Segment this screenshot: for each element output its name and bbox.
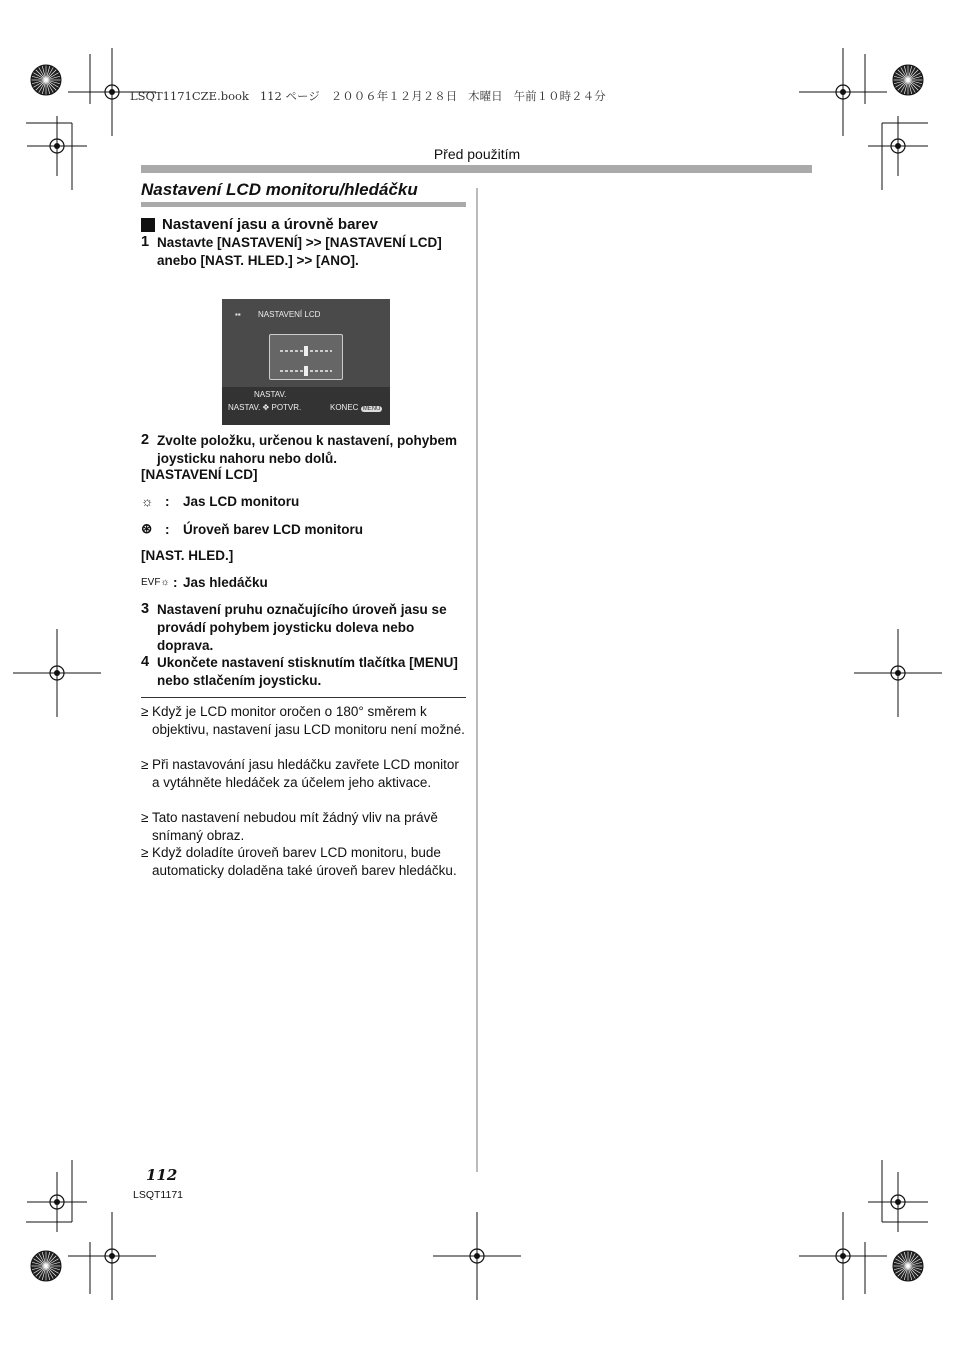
level-bars bbox=[270, 335, 342, 379]
screen-title: NASTAVENÍ LCD bbox=[258, 310, 321, 319]
step-number: 3 bbox=[141, 601, 150, 617]
note-text: Když je LCD monitor oročen o 180° směrem k objektivu, nastavení jasu LCD monitoru není možné. bbox=[152, 704, 465, 737]
note-1 bbox=[141, 703, 467, 756]
lcd-screen-illustration bbox=[222, 299, 390, 425]
document-code: LSQT1171 bbox=[133, 1189, 184, 1201]
note-text: Při nastavování jasu hledáčku zavřete LCD monitor a vytáhněte hledáček za účelem jeho aktivace. bbox=[152, 757, 459, 790]
column-divider bbox=[476, 188, 478, 1172]
square-bullet-icon bbox=[141, 218, 155, 232]
note-2 bbox=[141, 756, 467, 809]
screen-footer-right: KONEC MENU bbox=[330, 403, 381, 412]
bullet-icon: ≥ bbox=[141, 757, 149, 772]
color-level-icon: ⊛ bbox=[141, 521, 153, 536]
top-rule bbox=[141, 165, 812, 173]
bullet-icon: ≥ bbox=[141, 810, 149, 825]
menu-badge: MENU bbox=[362, 406, 381, 412]
step-text: Ukončete nastavení stisknutím tlačítka [MENU] nebo stlačením joysticku. bbox=[157, 655, 458, 688]
step-number: 2 bbox=[141, 432, 150, 448]
item-text: Jas LCD monitoru bbox=[183, 494, 300, 509]
bullet-icon: ≥ bbox=[141, 845, 149, 860]
running-title: Před použitím bbox=[433, 146, 521, 162]
step-1 bbox=[141, 233, 471, 287]
step-2 bbox=[141, 431, 471, 467]
evf-brightness-icon: EVF☼ bbox=[141, 577, 170, 588]
adjust-box bbox=[269, 334, 343, 380]
screen-footer-line1: NASTAV. bbox=[254, 390, 287, 399]
step-3 bbox=[141, 600, 471, 654]
note-text: Když doladíte úroveň barev LCD monitoru, bude automaticky doladěna také úroveň barev hledáčku. bbox=[152, 845, 457, 878]
note-4 bbox=[141, 844, 467, 897]
brightness-icon: ☼ bbox=[141, 494, 154, 509]
evf-settings-label: [NAST. HLED.] bbox=[141, 548, 234, 563]
item-text: Úroveň barev LCD monitoru bbox=[183, 521, 364, 537]
note-text: Tato nastavení nebudou mít žádný vliv na právě snímaný obraz. bbox=[152, 810, 438, 843]
notes-rule bbox=[141, 697, 466, 698]
camera-icon: ▪▪ bbox=[235, 310, 241, 319]
note-3 bbox=[141, 809, 467, 844]
step-number: 4 bbox=[141, 654, 150, 670]
subheading bbox=[141, 216, 378, 233]
lcd-color-item: ⊛ : Úroveň barev LCD monitoru bbox=[141, 521, 364, 537]
step-text: Nastavte [NASTAVENÍ] >> [NASTAVENÍ LCD] anebo [NAST. HLED.] >> [ANO]. bbox=[157, 235, 442, 268]
bullet-icon: ≥ bbox=[141, 704, 149, 719]
step-text: Nastavení pruhu označujícího úroveň jasu se provádí pohybem joysticku doleva nebo doprava. bbox=[157, 602, 447, 653]
title-rule bbox=[141, 202, 466, 207]
step-4 bbox=[141, 653, 471, 689]
step-text: Zvolte položku, určenou k nastavení, pohybem joysticku nahoru nebo dolů. bbox=[157, 433, 458, 466]
item-text: Jas hledáčku bbox=[183, 575, 268, 590]
book-header-line: LSQT1171CZE.book 112 ページ ２００６年１２月２８日 木曜日 午前１０時２４分 bbox=[130, 89, 606, 103]
step-number: 1 bbox=[141, 234, 150, 250]
section-title: Nastavení LCD monitoru/hledáčku bbox=[141, 180, 418, 199]
joystick-icon: ✥ bbox=[262, 403, 270, 412]
subheading-text: Nastavení jasu a úrovně barev bbox=[162, 216, 378, 233]
evf-brightness-item: EVF☼ : Jas hledáčku bbox=[141, 575, 268, 590]
page-number: 112 bbox=[146, 1166, 178, 1184]
lcd-settings-label: [NASTAVENÍ LCD] bbox=[141, 467, 258, 482]
screen-footer-left: NASTAV. ✥ POTVR. bbox=[228, 403, 302, 412]
lcd-brightness-item: ☼ : Jas LCD monitoru bbox=[141, 494, 300, 509]
